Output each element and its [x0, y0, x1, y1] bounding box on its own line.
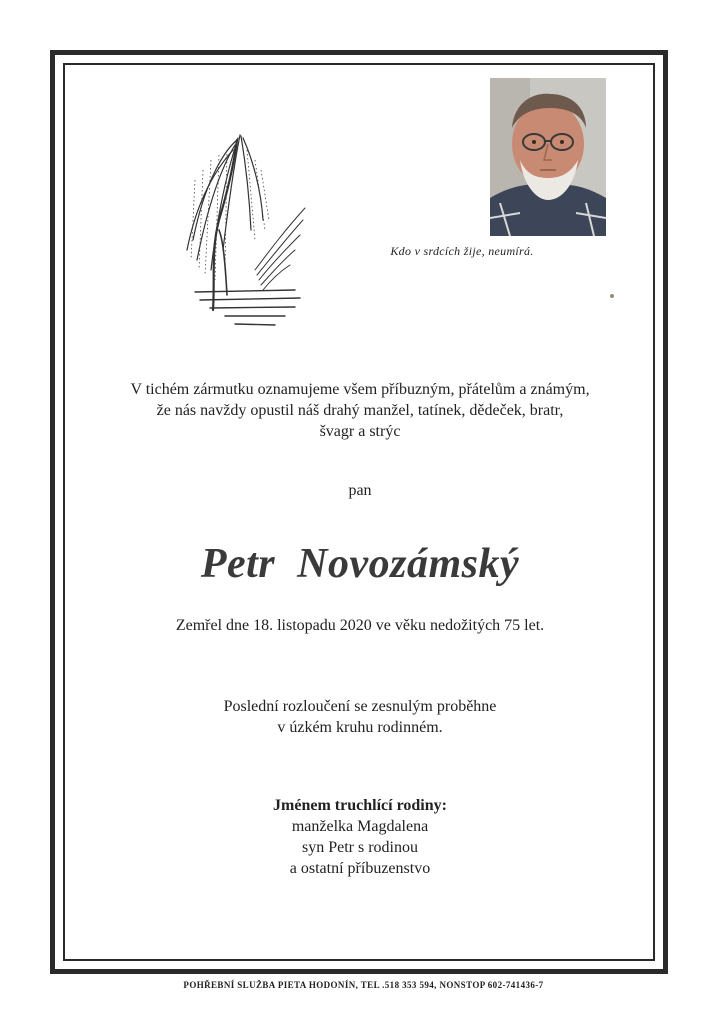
- motto: Kdo v srdcích žije, neumírá.: [390, 244, 534, 258]
- farewell-line: Poslední rozloučení se zesnulým proběhne: [223, 698, 497, 715]
- announcement-line: že nás navždy opustil náš drahý manžel, tatínek, dědeček, bratr,: [156, 402, 564, 419]
- paper-speck: [610, 294, 614, 298]
- funeral-service-footer: POHŘEBNÍ SLUŽBA PIETA HODONÍN, TEL .518 353 594, NONSTOP 602-741436-7: [183, 980, 544, 990]
- family-member: a ostatní příbuzenstvo: [289, 860, 431, 877]
- farewell-line: v úzkém kruhu rodinném.: [277, 719, 443, 736]
- death-notice: Zemřel dne 18. listopadu 2020 ve věku nedožitých 75 let.: [175, 617, 545, 634]
- farewell-notice: [90, 696, 630, 738]
- family-heading: Jménem truchlící rodiny:: [273, 797, 447, 814]
- announcement-text: [90, 379, 630, 442]
- family-member: manželka Magdalena: [291, 818, 429, 835]
- announcement-line: V tichém zármutku oznamujeme všem příbuzným, přátelům a známým,: [130, 381, 590, 398]
- announcement-line: švagr a strýc: [319, 423, 401, 440]
- deceased-name: Petr Novozámský: [200, 541, 520, 587]
- family-signature: [90, 795, 630, 879]
- family-member: syn Petr s rodinou: [302, 839, 418, 856]
- willow-tree-illustration: [175, 120, 315, 335]
- honorific: pan: [348, 482, 372, 499]
- portrait-photo: [490, 78, 606, 236]
